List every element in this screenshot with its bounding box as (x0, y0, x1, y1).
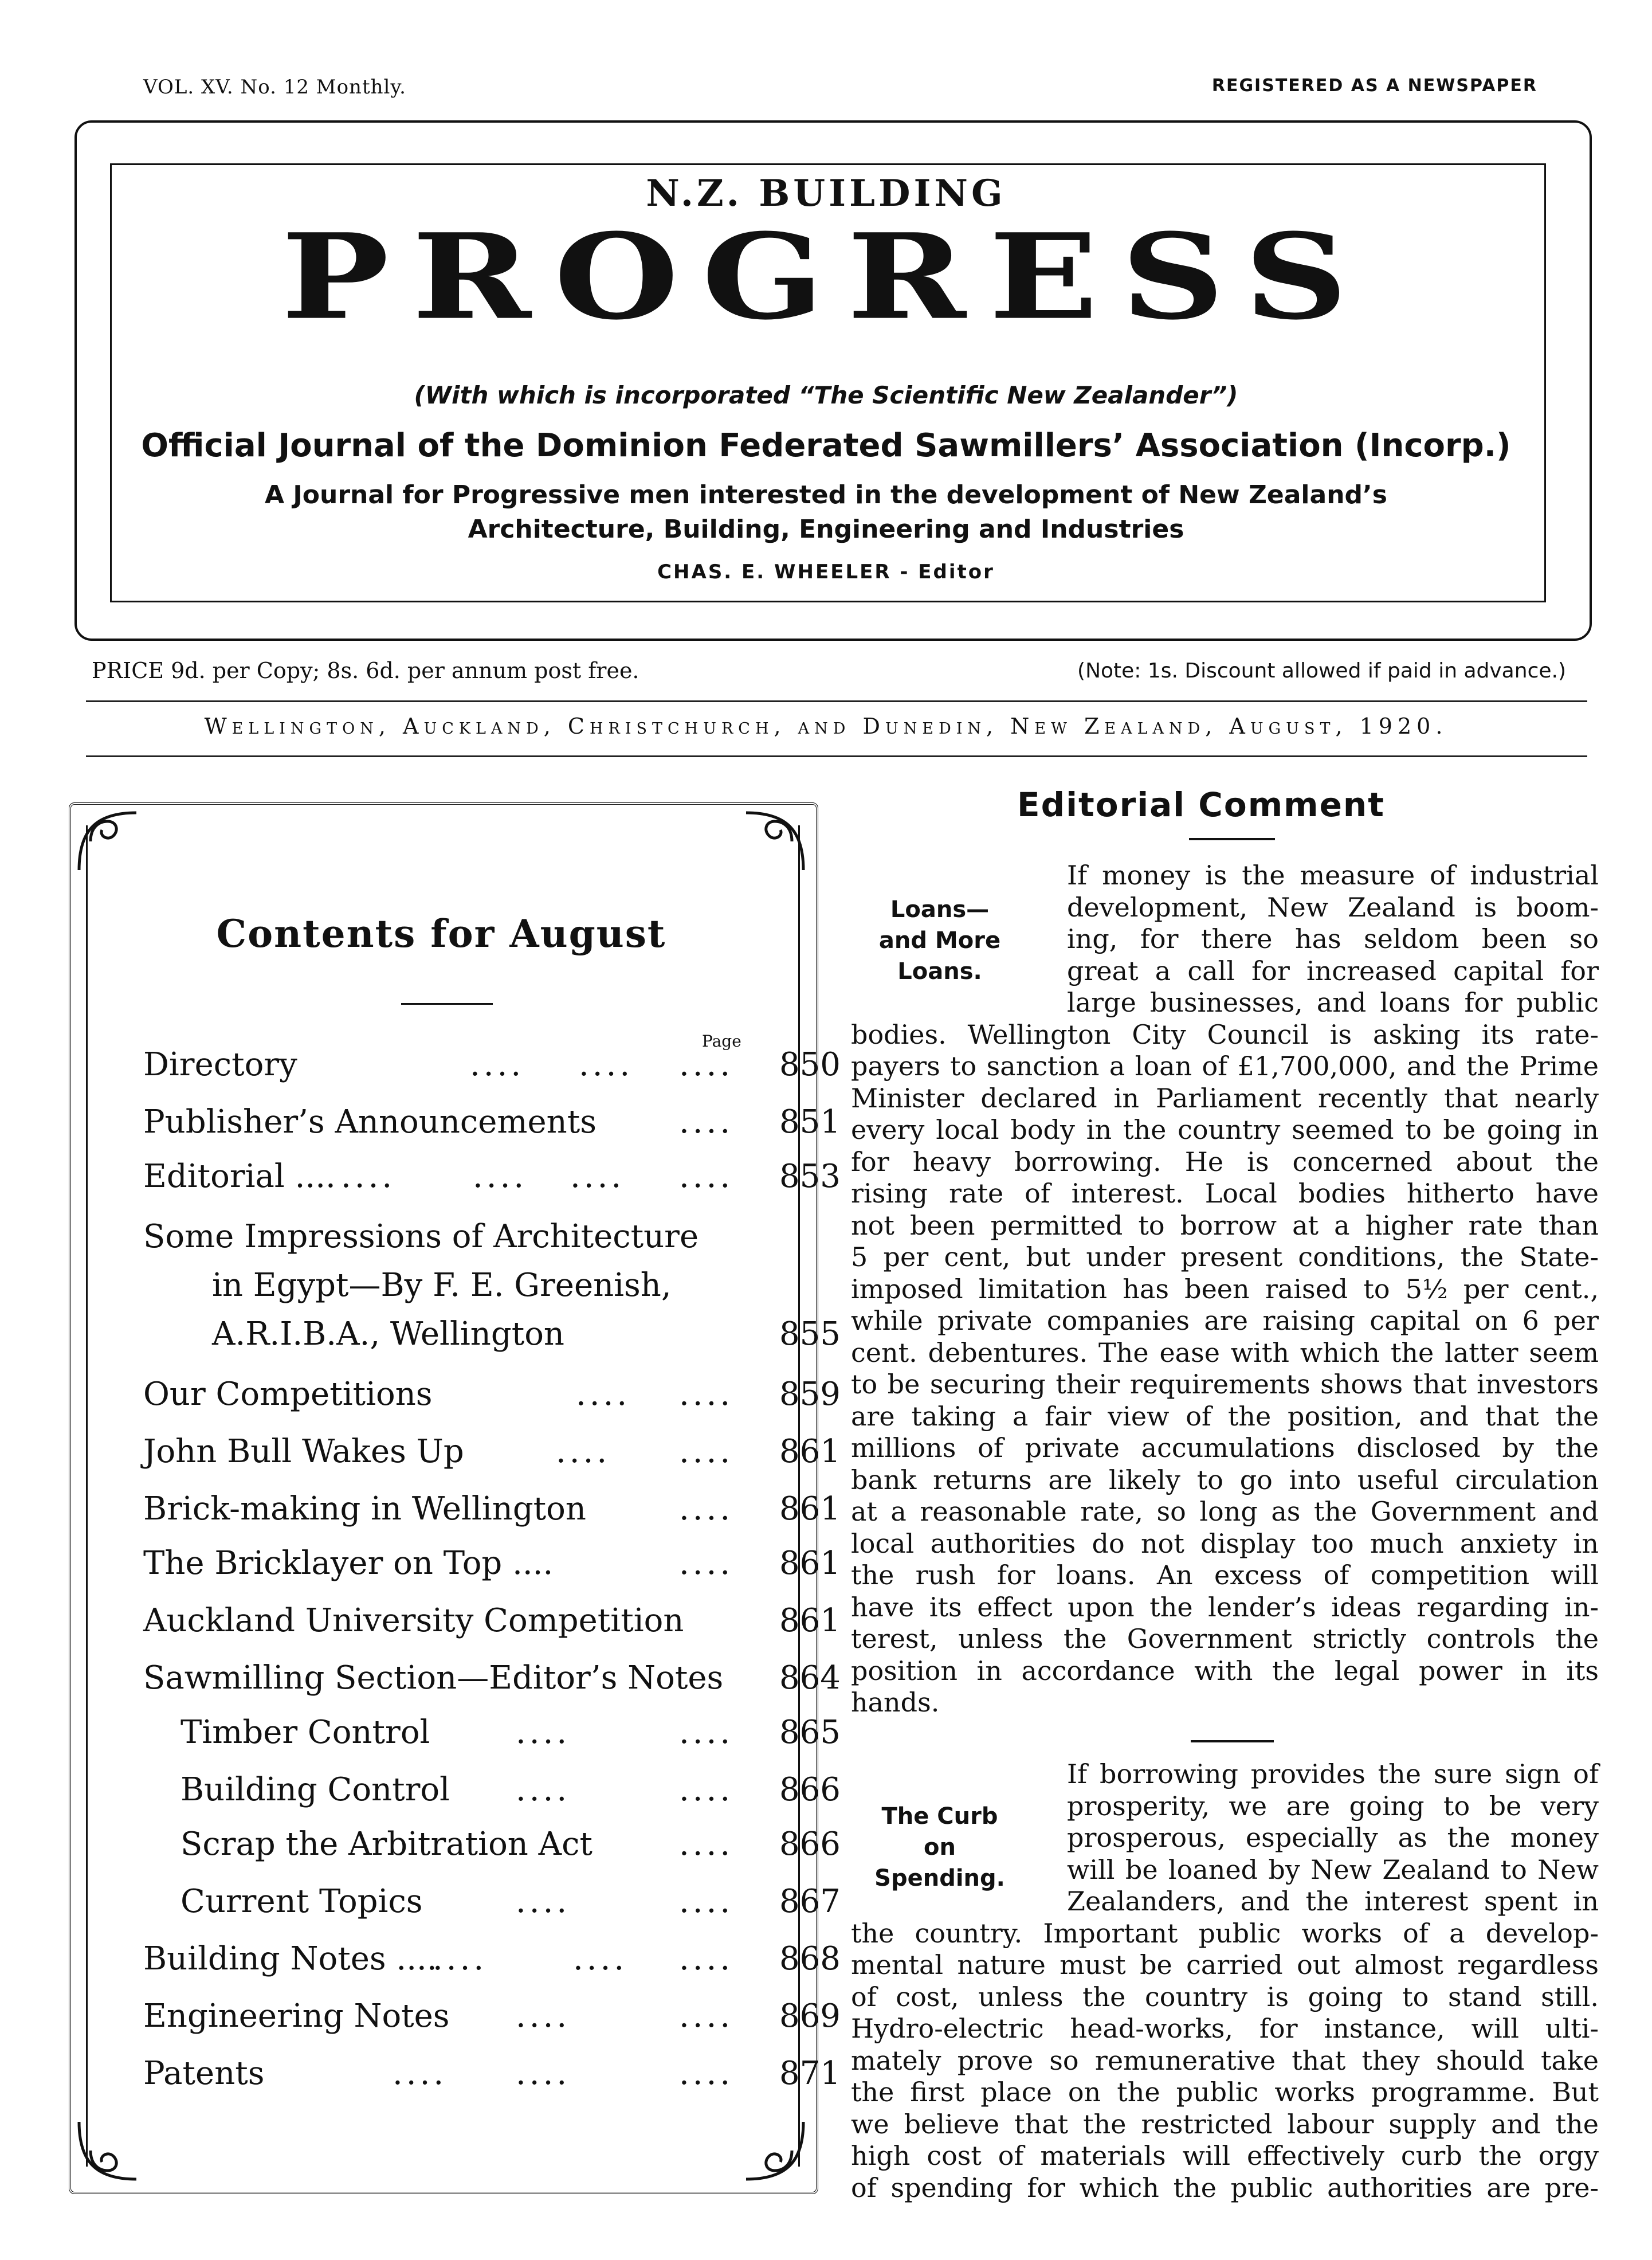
text-line: local authorities do not display too much anxiety in (851, 1527, 1599, 1559)
editorial-title: Editorial Comment (1017, 785, 1385, 824)
leader-dots: .... (516, 2055, 571, 2092)
text-line: millions of private accumulations disclosed by the (851, 1432, 1599, 1463)
contents-item-title: Timber Control (180, 1714, 430, 1751)
page-column-header: Page (702, 1032, 741, 1051)
leader-dots: .... (679, 2055, 734, 2092)
leader-dots: .... (516, 1771, 571, 1808)
text-line: the country. Important public works of a develop- (851, 1917, 1599, 1949)
leader-dots: .... (470, 1046, 525, 1083)
text-line: large businesses, and loans for public (1067, 987, 1599, 1018)
contents-item-page: 855 (779, 1315, 841, 1353)
text-line: of spending for which the public authorities are pre- (851, 2172, 1599, 2203)
text-line: mately prove so remunerative that they should take (851, 2044, 1599, 2076)
leader-dots: .... (433, 1940, 488, 1977)
ornament-corner-icon (740, 807, 809, 876)
contents-item-page: 861 (779, 1490, 841, 1527)
contents-item-page: 850 (779, 1046, 841, 1083)
contents-item-title: Patents (143, 2055, 265, 2092)
leader-dots: .... (576, 1376, 631, 1413)
ornament-corner-icon (740, 2116, 809, 2185)
leader-dots: .... (679, 1545, 734, 1582)
editorial-title-rule (1189, 838, 1275, 840)
text-line: terest, unless the Government strictly controls the (851, 1623, 1599, 1654)
contents-item-title: Some Impressions of Architecture (143, 1218, 699, 1255)
contents-item-page: 869 (779, 1997, 841, 2035)
contents-title: Contents for August (216, 911, 666, 956)
leader-dots: .... (516, 1883, 571, 1920)
contents-item-page: 859 (779, 1376, 841, 1413)
contents-item-title: Our Competitions (143, 1376, 433, 1413)
leader-dots: .... (341, 1158, 396, 1195)
text-line: If money is the measure of industrial (1067, 860, 1599, 891)
leader-dots: .... (679, 1490, 734, 1527)
leader-dots: .... (393, 2055, 448, 2092)
leader-dots: .... (679, 1714, 734, 1751)
leader-dots: .... (679, 1826, 734, 1863)
sidenote-line: Spending. (874, 1865, 1005, 1891)
text-line: of cost, unless the country is going to stand still. (851, 1981, 1599, 2012)
contents-item-title: A.R.I.B.A., Wellington (212, 1315, 564, 1353)
text-line: bank returns are likely to go into useful circulation (851, 1464, 1599, 1495)
contents-item-title: Sawmilling Section—Editor’s Notes (143, 1659, 724, 1697)
text-line: Zealanders, and the interest spent in (1067, 1886, 1599, 1917)
editor-credit: CHAS. E. WHEELER - Editor (657, 561, 995, 583)
contents-item-page: 866 (779, 1826, 841, 1863)
contents-divider (401, 1003, 493, 1005)
text-line: ing, for there has seldom been so (1067, 923, 1599, 954)
text-line: for heavy borrowing. He is concerned about the (851, 1146, 1599, 1177)
contents-item-page: 861 (779, 1433, 841, 1470)
text-line: mental nature must be carried out almost regardless (851, 1949, 1599, 1980)
incorporated-note: (With which is incorporated “The Scientific New Zealander”) (414, 381, 1238, 409)
contents-item-page: 861 (779, 1545, 841, 1582)
sidenote-curb (862, 1801, 1017, 1894)
text-line: high cost of materials will effectively curb the orgy (851, 2140, 1599, 2171)
text-line: the rush for loans. An excess of competition will (851, 1560, 1599, 1591)
leader-dots: .... (679, 1158, 734, 1195)
leader-dots: .... (570, 1158, 625, 1195)
contents-item-page: 867 (779, 1883, 841, 1920)
leader-dots: .... (516, 1714, 571, 1751)
journal-tagline-1: A Journal for Progressive men interested in the development of New Zealand’s (265, 480, 1387, 510)
text-line: at a reasonable rate, so long as the Government and (851, 1496, 1599, 1527)
text-line: cent. debentures. The ease with which the latter seem (851, 1337, 1599, 1368)
official-journal-line: Official Journal of the Dominion Federated Sawmillers’ Association (Incorp.) (141, 427, 1511, 464)
text-line: not been permitted to borrow at a higher rate than (851, 1209, 1599, 1241)
contents-item-title: in Egypt—By F. E. Greenish, (212, 1267, 672, 1304)
contents-item-page: 861 (779, 1602, 841, 1639)
text-line: 5 per cent, but under present conditions, the State- (851, 1241, 1599, 1272)
registered-notice: REGISTERED AS A NEWSPAPER (1211, 76, 1537, 96)
dateline: Wellington, Auckland, Christchurch, and Dunedin, New Zealand, August, 1920. (204, 714, 1448, 739)
leader-dots: .... (679, 1046, 734, 1083)
contents-item-page: 851 (779, 1103, 841, 1141)
text-line: imposed limitation has been raised to 5½ per cent., (851, 1273, 1599, 1305)
sidenote-line: and More (878, 927, 1001, 954)
sidenote-line: The Curb (881, 1803, 998, 1830)
contents-item-title: Editorial .... (143, 1158, 336, 1195)
leader-dots: .... (556, 1433, 611, 1470)
masthead-title: PROGRESS (281, 207, 1371, 346)
leader-dots: .... (679, 1940, 734, 1977)
leader-dots: .... (679, 1883, 734, 1920)
contents-item-title: Directory (143, 1046, 297, 1083)
text-line: prosperous, especially as the money (1067, 1822, 1599, 1853)
text-line: bodies. Wellington City Council is asking its rate- (851, 1019, 1599, 1050)
contents-item-page: 865 (779, 1714, 841, 1751)
contents-item-page: 864 (779, 1659, 841, 1697)
leader-dots: .... (573, 1940, 628, 1977)
ornament-corner-icon (73, 807, 142, 876)
contents-item-title: John Bull Wakes Up (143, 1433, 464, 1470)
text-line: to be securing their requirements shows that investors (851, 1369, 1599, 1400)
sidenote-line: on (924, 1834, 956, 1861)
text-line: while private companies are raising capital on 6 per (851, 1305, 1599, 1336)
text-line: prosperity, we are going to be very (1067, 1790, 1599, 1822)
text-line: If borrowing provides the sure sign of (1067, 1758, 1599, 1789)
contents-item-title: Publisher’s Announcements (143, 1103, 597, 1141)
sidenote-line: Loans— (890, 896, 990, 923)
contents-item-title: Brick-making in Wellington (143, 1490, 586, 1527)
contents-item-page: 866 (779, 1771, 841, 1808)
text-line: development, New Zealand is boom- (1067, 891, 1599, 923)
text-line: every local body in the country seemed to be going in (851, 1114, 1599, 1145)
leader-dots: .... (679, 1433, 734, 1470)
contents-item-page: 871 (779, 2055, 841, 2092)
leader-dots: .... (473, 1158, 528, 1195)
volume-info: VOL. XV. No. 12 Monthly. (143, 76, 406, 99)
price-line: PRICE 9d. per Copy; 8s. 6d. per annum post free. (92, 658, 639, 683)
text-line: rising rate of interest. Local bodies hitherto have (851, 1178, 1599, 1209)
text-line: great a call for increased capital for (1067, 955, 1599, 986)
text-line: position in accordance with the legal power in its (851, 1655, 1599, 1686)
contents-item-title: Building Notes .... (143, 1940, 437, 1977)
leader-dots: .... (679, 1771, 734, 1808)
contents-item-title: The Bricklayer on Top .... (143, 1545, 554, 1582)
text-line: have its effect upon the lender’s ideas regarding in- (851, 1591, 1599, 1623)
section-divider (1191, 1740, 1274, 1742)
masthead-kicker: N.Z. BUILDING (646, 172, 1006, 215)
contents-item-page: 853 (779, 1158, 841, 1195)
text-line: payers to sanction a loan of £1,700,000, and the Prime (851, 1051, 1599, 1082)
contents-item-title: Current Topics (180, 1883, 423, 1920)
text-line: hands. (851, 1687, 940, 1718)
divider (86, 700, 1587, 702)
divider (86, 755, 1587, 757)
journal-tagline-2: Architecture, Building, Engineering and Industries (468, 515, 1184, 544)
contents-item-page: 868 (779, 1940, 841, 1977)
text-line: the first place on the public works programme. But (851, 2077, 1599, 2108)
leader-dots: .... (679, 1103, 734, 1141)
text-line: are taking a fair view of the position, and that the (851, 1400, 1599, 1432)
leader-dots: .... (516, 1997, 571, 2035)
contents-item-title: Building Control (180, 1771, 450, 1808)
text-line: Hydro-electric head-works, for instance, will ulti- (851, 2013, 1599, 2044)
text-line: will be loaned by New Zealand to New (1067, 1854, 1599, 1885)
ornament-corner-icon (73, 2116, 142, 2185)
leader-dots: .... (679, 1376, 734, 1413)
leader-dots: .... (579, 1046, 634, 1083)
text-line: Minister declared in Parliament recently that nearly (851, 1082, 1599, 1114)
sidenote-line: Loans. (897, 958, 982, 985)
contents-item-title: Scrap the Arbitration Act (180, 1826, 592, 1863)
text-line: we believe that the restricted labour supply and the (851, 2108, 1599, 2140)
discount-note: (Note: 1s. Discount allowed if paid in advance.) (1077, 659, 1566, 683)
sidenote-loans (862, 894, 1017, 987)
contents-item-title: Engineering Notes (143, 1997, 450, 2035)
contents-item-title: Auckland University Competition (143, 1602, 684, 1639)
leader-dots: .... (679, 1997, 734, 2035)
